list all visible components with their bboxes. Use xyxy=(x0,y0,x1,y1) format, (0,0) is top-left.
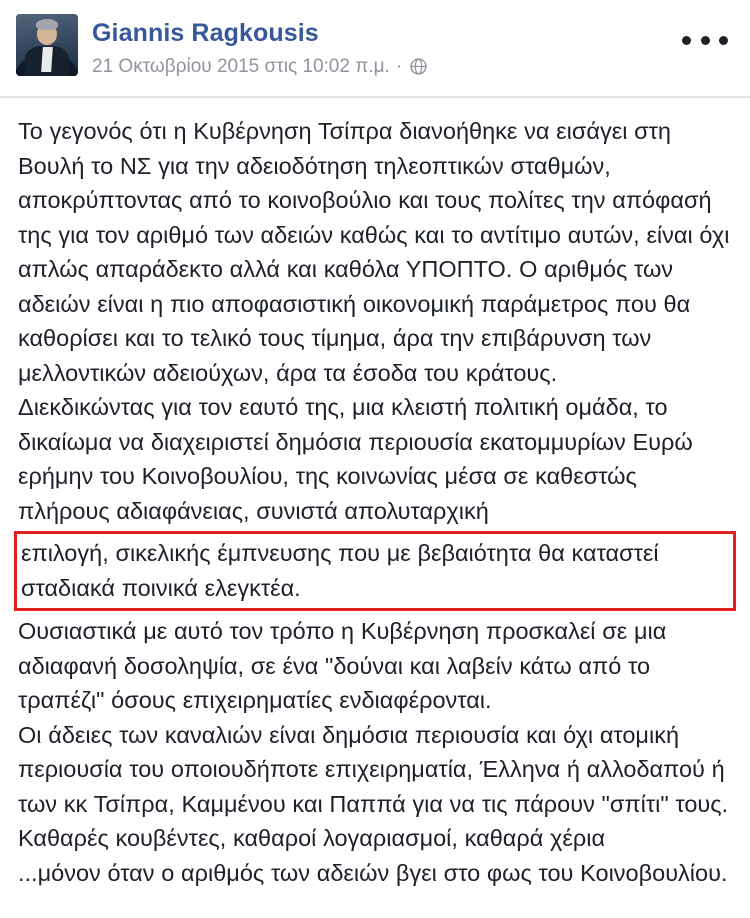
globe-icon[interactable] xyxy=(410,58,427,75)
more-dot-1 xyxy=(682,36,691,45)
avatar-image xyxy=(16,14,78,76)
post-header xyxy=(0,0,750,96)
post-body xyxy=(0,96,750,890)
post-paragraph: Οι άδειες των καναλιών είναι δημόσια περιουσία και όχι ατομική περιουσία του οποιουδήποτε επιχειρηματία, Έλληνα ή αλλοδαπού ή των κκ Τσίπρα, Καμμένου και Παππά για να τις πάρουν "σπίτι" τους. xyxy=(18,721,729,817)
more-options-icon[interactable] xyxy=(682,30,728,50)
post-paragraph: Διεκδικώντας για τον εαυτό της, μια κλειστή πολιτική ομάδα, το δικαίωμα να διαχειριστεί δημόσια περιουσία εκατομμυρίων Ευρώ ερήμην του Κοινοβουλίου, της κοινωνίας μέσα σε καθεστώς πλήρους αδιαφάνειας, συνιστά απολυταρχική xyxy=(18,394,693,524)
more-dot-2 xyxy=(701,36,710,45)
avatar-hair-shape xyxy=(36,19,58,30)
avatar-shirt-shape xyxy=(41,47,53,72)
post-paragraph: Το γεγονός ότι η Κυβέρνηση Τσίπρα διανοήθηκε να εισάγει στη Βουλή το ΝΣ για την αδειοδότηση τηλεοπτικών σταθμών, αποκρύπτοντας από το κοινοβούλιο και τους πολίτες την απόφασή της για τον αριθμό των αδειών καθώς και το αντίτιμο αυτών, είναι όχι απλώς απαράδεκτο αλλά και καθόλα ΥΠΟΠΤΟ. Ο αριθμός των αδειών είναι η πιο αποφασιστική οικονομική παράμετρος που θα καθορίσει και το τελικό τους τίμημα, άρα την επιβάρυνση των μελλοντικών αδειούχων, άρα τα έσοδα του κράτους. xyxy=(18,118,730,386)
post-paragraph: Ουσιαστικά με αυτό τον τρόπο η Κυβέρνηση προσκαλεί σε μια αδιαφανή δοσοληψία, σε ένα "δούναι και λαβείν κάτω από το τραπέζι" όσους επιχειρηματίες ενδιαφέρονται. xyxy=(18,618,667,713)
header-text xyxy=(92,14,427,78)
author-name[interactable]: Giannis Ragkousis xyxy=(92,19,319,47)
post-paragraph: Καθαρές κουβέντες, καθαροί λογαριασμοί, καθαρά χέρια xyxy=(18,825,606,851)
meta-separator: · xyxy=(395,56,403,77)
post-meta xyxy=(92,55,427,78)
post-paragraph: ...μόνον όταν ο αριθμός των αδειών βγει στο φως του Κοινοβουλίου. xyxy=(18,859,728,886)
avatar[interactable] xyxy=(16,14,78,76)
post-timestamp[interactable]: 21 Οκτωβρίου 2015 στις 10:02 π.μ. xyxy=(92,56,390,77)
header-divider xyxy=(0,96,750,98)
highlighted-text: επιλογή, σικελικής έμπνευσης που με βεβαιότητα θα καταστεί σταδιακά ποινικά ελεγκτέα. xyxy=(21,540,659,601)
more-dot-3 xyxy=(719,36,728,45)
highlight-annotation-box xyxy=(14,531,736,611)
